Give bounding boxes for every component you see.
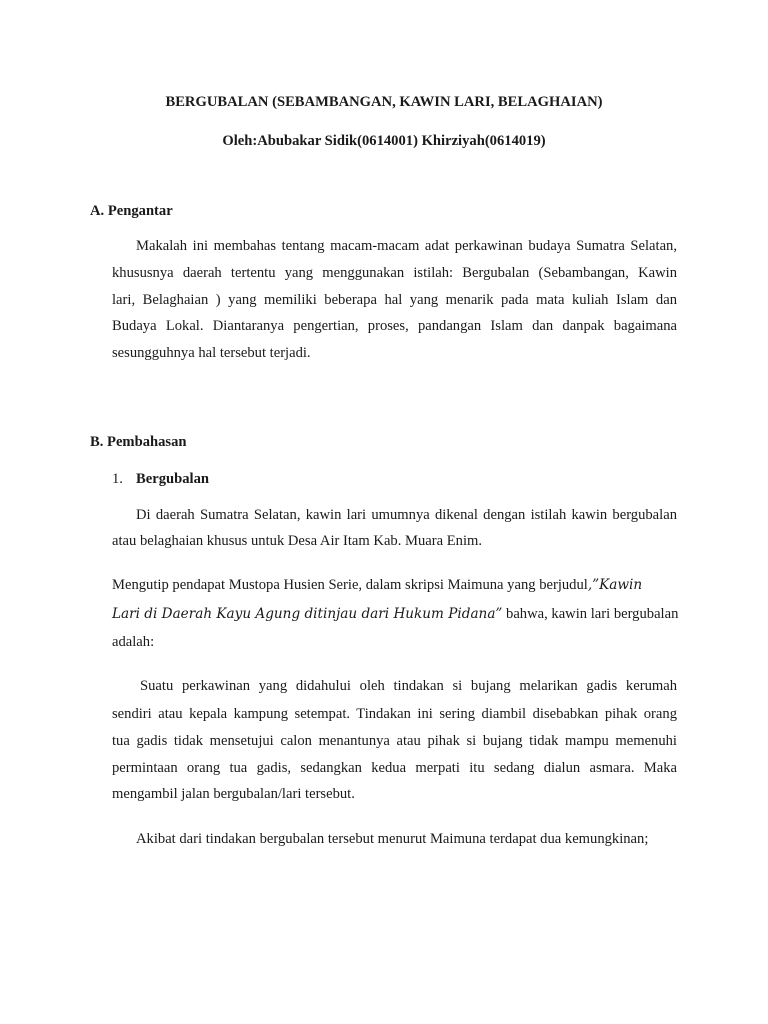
quote-line-3: tua gadis tidak mensetujui calon menantunya atau pihak si bujang tidak mampu memenuhi	[112, 733, 677, 749]
list-number: 1.	[112, 471, 123, 487]
section-b-heading: B. Pembahasan	[90, 434, 187, 450]
para2-line-1	[112, 575, 642, 595]
section-a-line-5: sesungguhnya hal tersebut terjadi.	[112, 345, 311, 361]
para2-line-3: adalah:	[112, 634, 155, 650]
quote-line-1: Suatu perkawinan yang didahului oleh tindakan si bujang melarikan gadis kerumah	[140, 678, 677, 694]
section-a-line-3: lari, Belaghaian ) yang memiliki beberapa hal yang menarik pada mata kuliah Islam dan	[112, 292, 677, 308]
section-a-line-4: Budaya Lokal. Diantaranya pengertian, proses, pandangan Islam dan danpak bagaimana	[112, 318, 677, 334]
para2-line-2-text: bahwa, kawin lari bergubalan	[502, 606, 679, 622]
conclusion-line: Akibat dari tindakan bergubalan tersebut menurut Maimuna terdapat dua kemungkinan;	[136, 831, 649, 847]
quote-line-5: mengambil jalan bergubalan/lari tersebut.	[112, 786, 355, 802]
para1-line-2: atau belaghaian khusus untuk Desa Air Itam Kab. Muara Enim.	[112, 533, 483, 549]
quote-line-2: sendiri atau kepala kampung setempat. Tindakan ini sering diambil disebabkan pihak orang	[112, 706, 677, 722]
section-a-line-2: khususnya daerah tertentu yang menggunakan istilah: Bergubalan (Sebambangan, Kawin	[112, 265, 677, 281]
document-title: BERGUBALAN (SEBAMBANGAN, KAWIN LARI, BELAGHAIAN)	[165, 94, 603, 110]
document-authors: Oleh:Abubakar Sidik(0614001) Khirziyah(0614019)	[222, 133, 546, 149]
para1-line-1: Di daerah Sumatra Selatan, kawin lari umumnya dikenal dengan istilah kawin bergubalan	[136, 507, 677, 523]
para2-line-1-italic: ,”Kawin	[587, 577, 643, 593]
para2-line-1-text: Mengutip pendapat Mustopa Husien Serie, dalam skripsi Maimuna yang berjudul	[112, 577, 588, 593]
list-item-title: Bergubalan	[136, 471, 209, 487]
quote-line-4: permintaan orang tua gadis, sedangkan kedua merpati itu sedang dialun asmara. Maka	[112, 760, 677, 776]
section-a-heading: A. Pengantar	[90, 203, 173, 219]
para2-line-2-italic: Lari di Daerah Kayu Agung ditinjau dari Hukum Pidana”	[112, 606, 503, 622]
para2-line-2	[112, 604, 678, 624]
section-a-line-1: Makalah ini membahas tentang macam-macam adat perkawinan budaya Sumatra Selatan,	[136, 238, 677, 254]
